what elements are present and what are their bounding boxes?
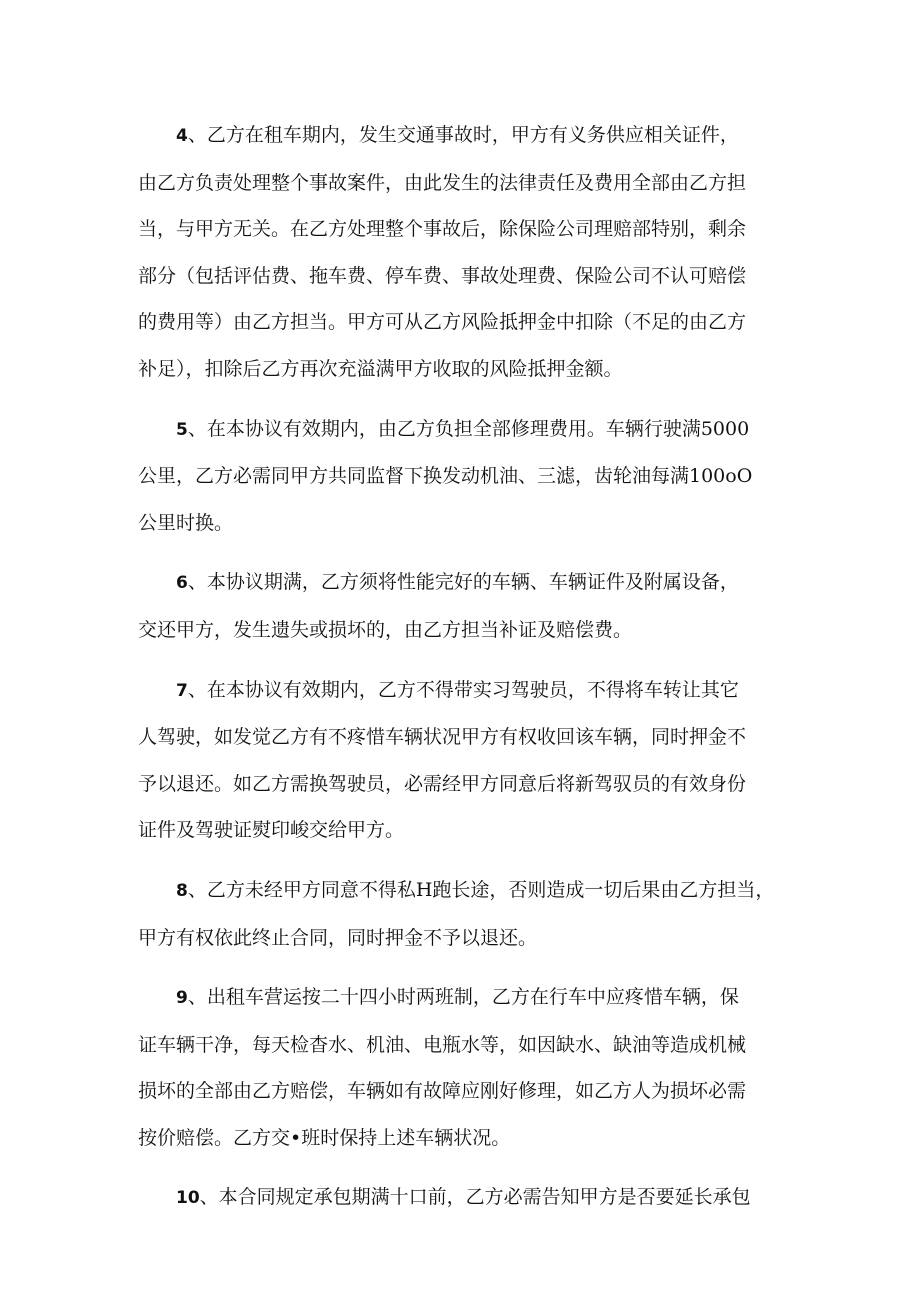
clause-line: [138, 206, 786, 253]
clause-text: 由乙方负责处理整个事故案件，由此发生的法律责任及费用全部由乙方担: [138, 171, 747, 194]
clause-line: [138, 299, 786, 346]
clause-text: 证件及驾驶证熨印峻交给甲方。: [138, 819, 405, 842]
clause-line: [138, 500, 786, 547]
clause-text: 、乙方在租车期内，发生交通事故时，甲方有义务供应相关证件，: [187, 124, 739, 146]
clause-text: 交还甲方，发生遗失或损坏的，由乙方担当补证及赔偿费。: [138, 618, 633, 641]
clause-text: 补足），扣除后乙方再次充溢满甲方收取的风险抵押金额。: [138, 357, 623, 380]
clause-line: [138, 867, 786, 915]
clause-text: 、乙方未经甲方同意不得私H跑长途，否则造成一切后果由乙方担当，: [187, 878, 775, 901]
clause-line: [138, 1068, 786, 1115]
clause-line: [138, 915, 786, 962]
clause-text: 、本协议期满，乙方须将性能完好的车辆、车辆证件及附属设备，: [187, 571, 739, 594]
clause-text: 予以退还。如乙方需换驾驶员，必需经甲方同意后将新驾驭员的有效身份: [138, 772, 747, 795]
clause-number: 7: [176, 680, 188, 701]
clause-line: [138, 761, 786, 808]
clause-text: 证车辆干净，每天检杳水、机油、电瓶水等，如因缺水、缺油等造成机械: [138, 1033, 747, 1056]
clause-line: [138, 559, 786, 607]
clause-text: 、在本协议有效期内，由乙方负担全部修理费用。车辆行驶满5000: [187, 417, 750, 440]
document-body: [138, 112, 786, 1222]
clause-line: [138, 1115, 786, 1162]
clause-text: 甲方有权依此终止合同，同时押金不予以退还。: [138, 926, 538, 949]
clause-line: [138, 1022, 786, 1069]
clause-text: 按价赔偿。乙方交•班时保持上述车辆状况。: [138, 1126, 511, 1149]
clause-text: 公里时换。: [138, 511, 234, 534]
clause-4: [138, 112, 786, 393]
clause-line: [138, 607, 786, 654]
clause-number: 4: [176, 126, 188, 146]
clause-5: [138, 406, 786, 547]
clause-line: [138, 714, 786, 761]
clause-text: 损坏的全部由乙方赔偿，车辆如有故障应刚好修理，如乙方人为损坏必需: [138, 1080, 747, 1103]
clause-text: 人驾驶，如发觉乙方有不疼惜车辆状况甲方有权收回该车辆，同时押金不: [138, 726, 747, 749]
clause-number: 5: [176, 419, 188, 440]
clause-line: [138, 453, 786, 500]
clause-line: [138, 974, 786, 1022]
clause-text: 、出租车营运按二十四小时两班制，乙方在行车中应疼惜车辆，保: [187, 986, 739, 1009]
clause-text: 的费用等）由乙方担当。甲方可从乙方风险抵押金中扣除（不足的由乙方: [138, 311, 747, 334]
clause-line: [138, 667, 786, 715]
clause-number: 10: [176, 1188, 200, 1209]
clause-line: [138, 406, 786, 454]
clause-line: [138, 807, 786, 854]
clause-number: 8: [176, 880, 188, 901]
clause-8: [138, 867, 786, 961]
clause-number: 6: [176, 573, 188, 594]
clause-9: [138, 974, 786, 1161]
clause-text: 公里，乙方必需同甲方共同监督下换发动机油、三滤，齿轮油每满100oO: [138, 465, 753, 488]
clause-line: [138, 1174, 786, 1222]
clause-text: 部分（包括评估费、拖车费、停车费、事故处理费、保险公司不认可赔偿: [138, 264, 747, 287]
clause-7: [138, 667, 786, 854]
clause-text: 当，与甲方无关。在乙方处理整个事故后，除保险公司理赔部特别，剩余: [138, 218, 747, 241]
clause-line: [138, 160, 786, 207]
clause-10: [138, 1174, 786, 1222]
clause-number: 9: [176, 988, 188, 1009]
clause-line: [138, 112, 786, 160]
clause-text: 、在本协议有效期内，乙方不得带实习驾驶员，不得将车转让其它: [187, 678, 739, 701]
clause-6: [138, 559, 786, 653]
clause-text: 、本合同规定承包期满十口前，乙方必需告知甲方是否要延长承包: [199, 1186, 751, 1209]
clause-line: [138, 346, 786, 393]
clause-line: [138, 253, 786, 300]
